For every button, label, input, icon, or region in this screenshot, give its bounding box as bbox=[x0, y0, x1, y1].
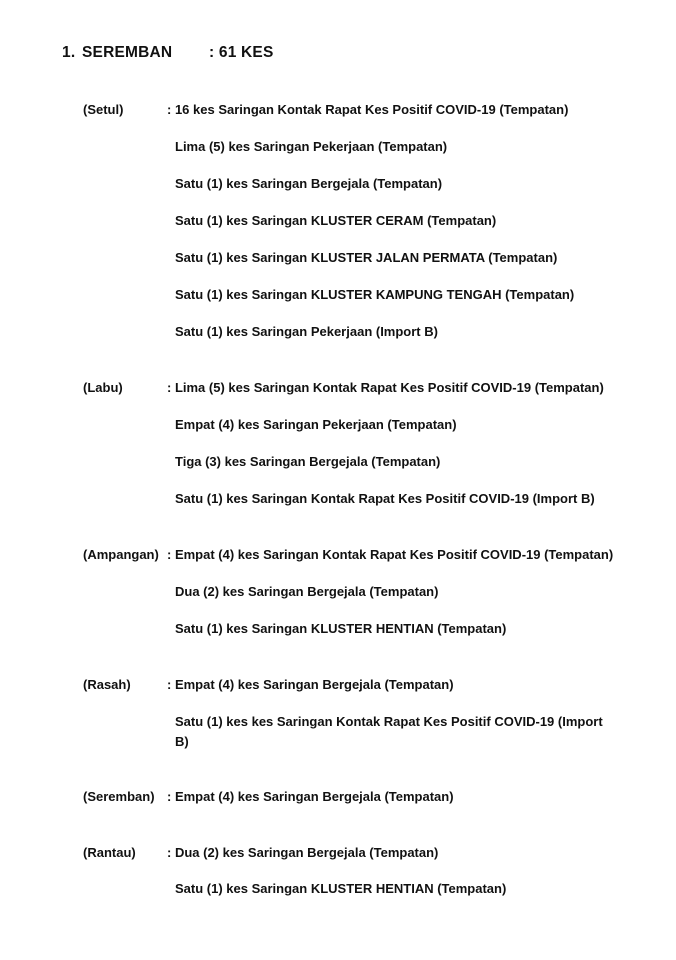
case-line: Satu (1) kes Saringan Kontak Rapat Kes Positif COVID-19 (Import B) bbox=[175, 491, 595, 506]
case-line: Satu (1) kes kes Saringan Kontak Rapat Kes Positif COVID-19 (Import B) bbox=[175, 714, 603, 749]
area-name-ampangan: (Ampangan) bbox=[83, 547, 159, 562]
case-line: : 16 kes Saringan Kontak Rapat Kes Positif COVID-19 (Tempatan) bbox=[167, 102, 569, 117]
case-line: Satu (1) kes Saringan KLUSTER KAMPUNG TENGAH (Tempatan) bbox=[175, 287, 575, 302]
case-line: Lima (5) kes Saringan Pekerjaan (Tempatan) bbox=[175, 139, 448, 154]
district-name: SEREMBAN bbox=[82, 44, 173, 61]
area-name-setul: (Setul) bbox=[83, 102, 124, 117]
case-line: Satu (1) kes Saringan KLUSTER JALAN PERMATA (Tempatan) bbox=[175, 250, 558, 265]
case-line: : Empat (4) kes Saringan Kontak Rapat Kes Positif COVID-19 (Tempatan) bbox=[167, 547, 614, 562]
area-name-labu: (Labu) bbox=[83, 380, 123, 395]
area-name-rantau: (Rantau) bbox=[83, 845, 136, 860]
case-line: Satu (1) kes Saringan Pekerjaan (Import B) bbox=[175, 324, 438, 339]
case-line: : Lima (5) kes Saringan Kontak Rapat Kes Positif COVID-19 (Tempatan) bbox=[167, 380, 604, 395]
case-line: : Empat (4) kes Saringan Bergejala (Tempatan) bbox=[167, 677, 454, 692]
case-line: : Empat (4) kes Saringan Bergejala (Tempatan) bbox=[167, 789, 454, 804]
case-line: Empat (4) kes Saringan Pekerjaan (Tempatan) bbox=[175, 417, 457, 432]
district-case-count: : 61 KES bbox=[209, 44, 274, 61]
case-line: Satu (1) kes Saringan KLUSTER HENTIAN (Tempatan) bbox=[175, 621, 507, 636]
case-line: Dua (2) kes Saringan Bergejala (Tempatan) bbox=[175, 584, 439, 599]
case-line: Satu (1) kes Saringan KLUSTER HENTIAN (Tempatan) bbox=[175, 881, 507, 896]
case-line: : Dua (2) kes Saringan Bergejala (Tempatan) bbox=[167, 845, 439, 860]
case-line: Satu (1) kes Saringan KLUSTER CERAM (Tempatan) bbox=[175, 213, 497, 228]
area-name-seremban: (Seremban) bbox=[83, 789, 155, 804]
case-line: Satu (1) kes Saringan Bergejala (Tempatan) bbox=[175, 176, 443, 191]
district-number: 1. bbox=[62, 44, 76, 61]
area-name-rasah: (Rasah) bbox=[83, 677, 131, 692]
case-line: Tiga (3) kes Saringan Bergejala (Tempatan) bbox=[175, 454, 441, 469]
